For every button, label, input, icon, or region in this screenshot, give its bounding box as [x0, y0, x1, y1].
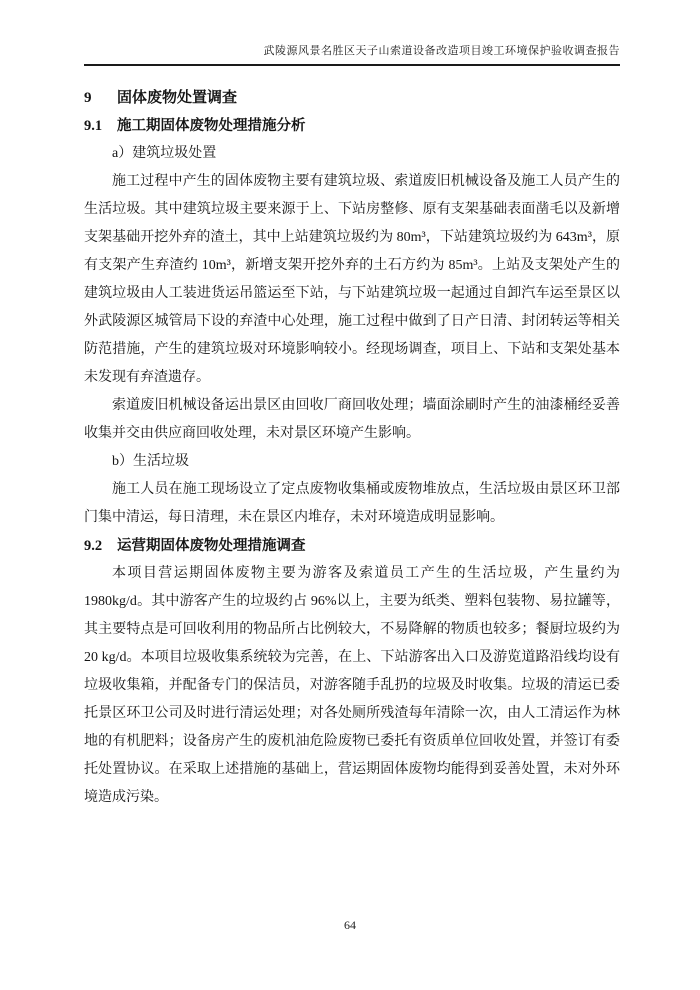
page-header — [84, 44, 620, 66]
section-9-1-title: 施工期固体废物处理措施分析 — [117, 118, 306, 134]
section-9-heading — [84, 84, 620, 112]
section-9-1-heading — [84, 112, 620, 140]
item-b-label: b）生活垃圾 — [112, 454, 189, 469]
section-9-2-title: 运营期固体废物处理措施调查 — [117, 538, 306, 554]
section-9-1-number: 9.1 — [84, 118, 103, 134]
paragraph-domestic-waste: 施工人员在施工现场设立了定点废物收集桶或废物堆放点，生活垃圾由景区环卫部门集中清运，每日清理，未在景区内堆存，未对环境造成明显影响。 — [84, 482, 620, 525]
item-a-label: a）建筑垃圾处置 — [112, 146, 217, 161]
section-9-2-number: 9.2 — [84, 538, 103, 554]
section-9-title: 固体废物处置调查 — [117, 90, 238, 106]
page-footer — [0, 918, 700, 932]
page-number: 64 — [344, 918, 356, 932]
header-title: 武陵源风景名胜区天子山索道设备改造项目竣工环境保护验收调查报告 — [263, 45, 620, 57]
paragraph-equipment-recycling: 索道废旧机械设备运出景区由回收厂商回收处理；墙面涂刷时产生的油漆桶经妥善收集并交由供应商回收处理，未对景区环境产生影响。 — [84, 398, 620, 441]
header-divider — [84, 64, 620, 66]
paragraph-construction-waste: 施工过程中产生的固体废物主要有建筑垃圾、索道废旧机械设备及施工人员产生的生活垃圾。其中建筑垃圾主要来源于上、下站房整修、原有支架基础表面凿毛以及新增支架基础开挖外弃的渣土，其中上站建筑垃圾约为 80m³，下站建筑垃圾约为 643m³，原有支架产生弃渣约 10m³，新增支架开挖外弃的土石方约为 85m³。上站及支架处产生的建筑垃圾由人工装进货运吊篮运至下站，与下站建筑垃圾一起通过自卸汽车运至景区以外武陵源区城管局下设的弃渣中心处理，施工过程中做到了日产日清、封闭转运等相关防范措施，产生的建筑垃圾对环境影响较小。经现场调查，项目上、下站和支架处基本未发现有弃渣遗存。 — [84, 174, 620, 385]
section-9-number: 9 — [84, 90, 92, 106]
document-content — [84, 84, 620, 812]
paragraph-operation-waste: 本项目营运期固体废物主要为游客及索道员工产生的生活垃圾，产生量约为 1980kg/d。其中游客产生的垃圾约占 96%以上，主要为纸类、塑料包装物、易拉罐等，其主要特点是可回收利用的物品所占比例较大，不易降解的物质也较多；餐厨垃圾约为 20 kg/d。本项目垃圾收集系统较为完善，在上、下站游客出入口及游览道路沿线均设有垃圾收集箱，并配备专门的保洁员，对游客随手乱扔的垃圾及时收集。垃圾的清运已委托景区环卫公司及时进行清运处理；对各处厕所残渣每年清除一次，由人工清运作为林地的有机肥料；设备房产生的废机油危险废物已委托有资质单位回收处置，并签订有委托处置协议。在采取上述措施的基础上，营运期固体废物均能得到妥善处置，未对外环境造成污染。 — [84, 566, 620, 805]
section-9-2-heading — [84, 532, 620, 560]
